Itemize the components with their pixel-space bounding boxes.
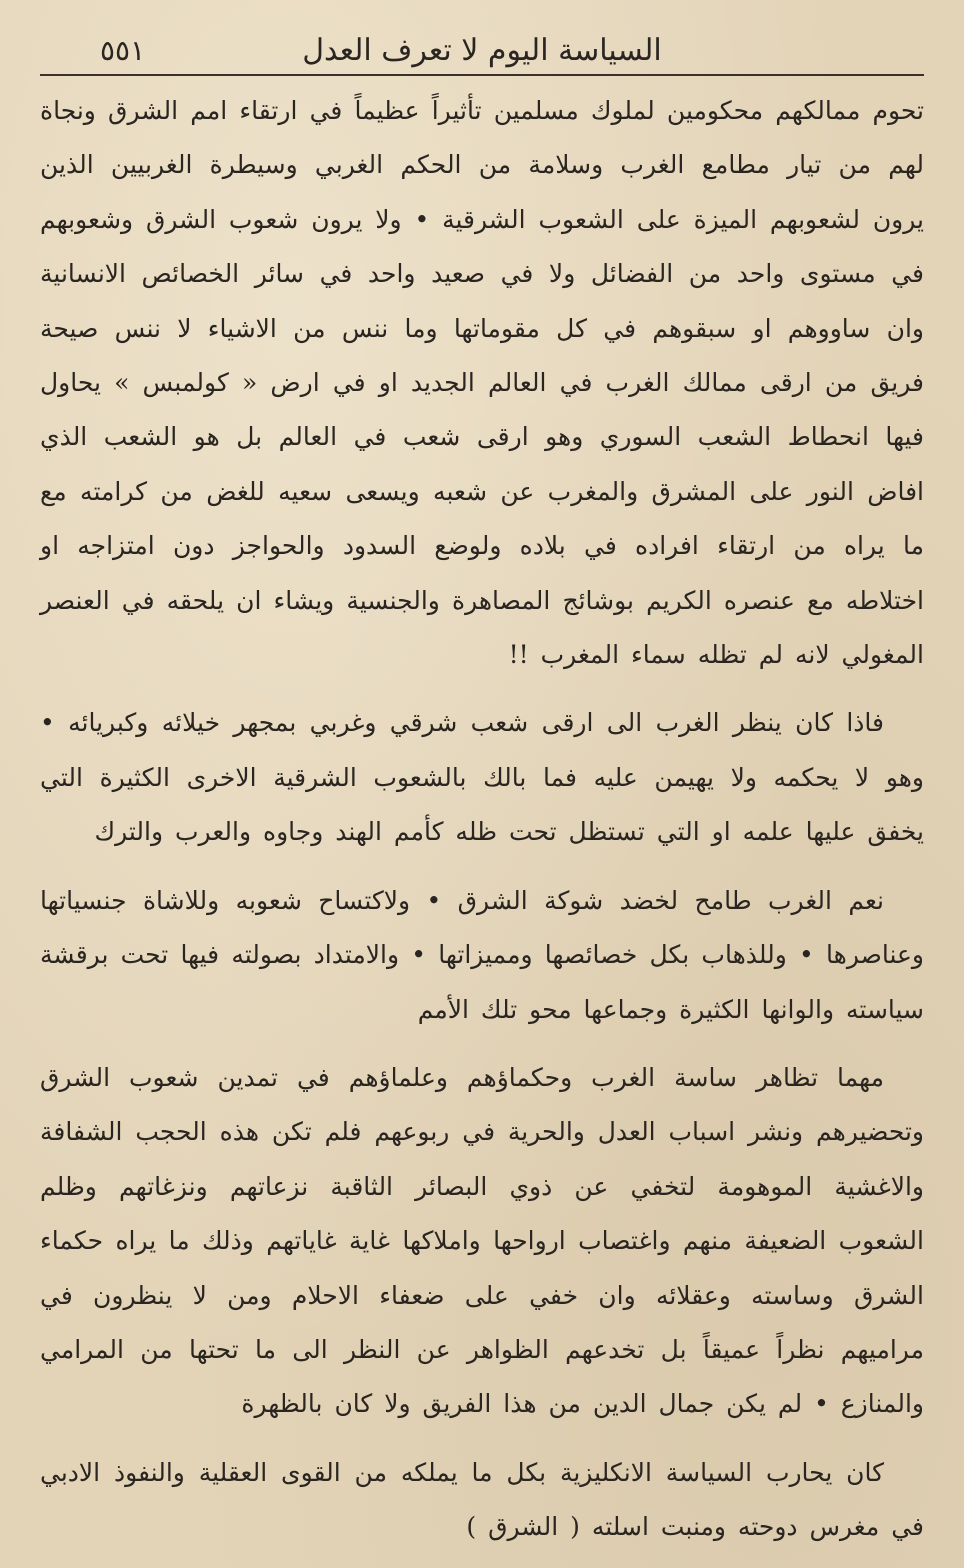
paragraph-3: نعم الغرب طامح لخضد شوكة الشرق • ولاكتساح شعوبه وللاشاة جنسياتها وعناصرها • وللذهاب بكل خصائصها ومميزاتها • والامتداد بصولته فيها تحت برقشة سياسته والوانها الكثيرة وجماعها محو تلك الأمم <box>40 885 924 1024</box>
paragraph-2: فاذا كان ينظر الغرب الى ارقى شعب شرقي وغربي بمجهر خيلائه وكبريائه • وهو لا يحكمه ولا يهيمن عليه فما بالك بالشعوب الشرقية الاخرى الكثيرة التي يخفق عليها علمه او التي تستظل تحت ظله كأمم الهند وجاوه والعرب والترك <box>40 708 924 847</box>
running-title: السياسة اليوم لا تعرف العدل <box>302 33 662 68</box>
paragraph-5: كان يحارب السياسة الانكليزية بكل ما يملكه من القوى العقلية والنفوذ الادبي في مغرس دوحته ومنبت اسلته ( الشرق ) <box>40 1457 924 1542</box>
body-text <box>40 84 924 1555</box>
paragraph-4: مهما تظاهر ساسة الغرب وحكماؤهم وعلماؤهم في تمدين شعوب الشرق وتحضيرهم ونشر اسباب العدل والحرية في ربوعهم فلم تكن هذه الحجب الشفافة والاغشية الموهومة لتخفي عن ذوي البصائر الثاقبة نزعاتهم ونزغاتهم وظلم الشعوب الضعيفة منهم واغتصاب ارواحها واملاكها غاية غاياتهم وذلك ما يراه حكماء الشرق وساسته وعقلائه وان خفي على ضعفاء الاحلام ومن لا ينظرون في مراميهم نظراً عميقاً بل تخدعهم الظواهر عن النظر الى ما تحتها من المرامي والمنازع • لم يكن جمال الدين من هذا الفريق ولا كان بالظهرة <box>40 1062 924 1419</box>
running-header <box>40 30 924 76</box>
paragraph-1: تحوم ممالكهم محكومين لملوك مسلمين تأثيراً عظيماً في ارتقاء امم الشرق ونجاة لهم من تيار مطامع الغرب وسلامة من الحكم الغربي وسيطرة الغربيين الذين يرون لشعوبهم الميزة على الشعوب الشرقية • ولا يرون شعوب الشرق وشعوبهم في مستوى واحد من الفضائل ولا في صعيد واحد في سائر الخصائص الانسانية وان ساووهم او سبقوهم في كل مقوماتها وما ننس من الاشياء لا ننس صيحة فريق من ارقى ممالك الغرب في العالم الجديد او في ارض « كولمبس » يحاول فيها انحطاط الشعب السوري وهو ارقى شعب في العالم بل هو الشعب الذي افاض النور على المشرق والمغرب عن شعبه ويسعى سعيه للغض من كرامته مع ما يراه من ارتقاء افراده في بلاده ولوضع السدود والحواجز دون امتزاجه او اختلاطه مع عنصره الكريم بوشائج المصاهرة والجنسية ويشاء ان يلحقه في العنصر المغولي لانه لم تظله سماء المغرب !! <box>40 96 924 670</box>
page-number: ٥٥١ <box>100 34 146 67</box>
